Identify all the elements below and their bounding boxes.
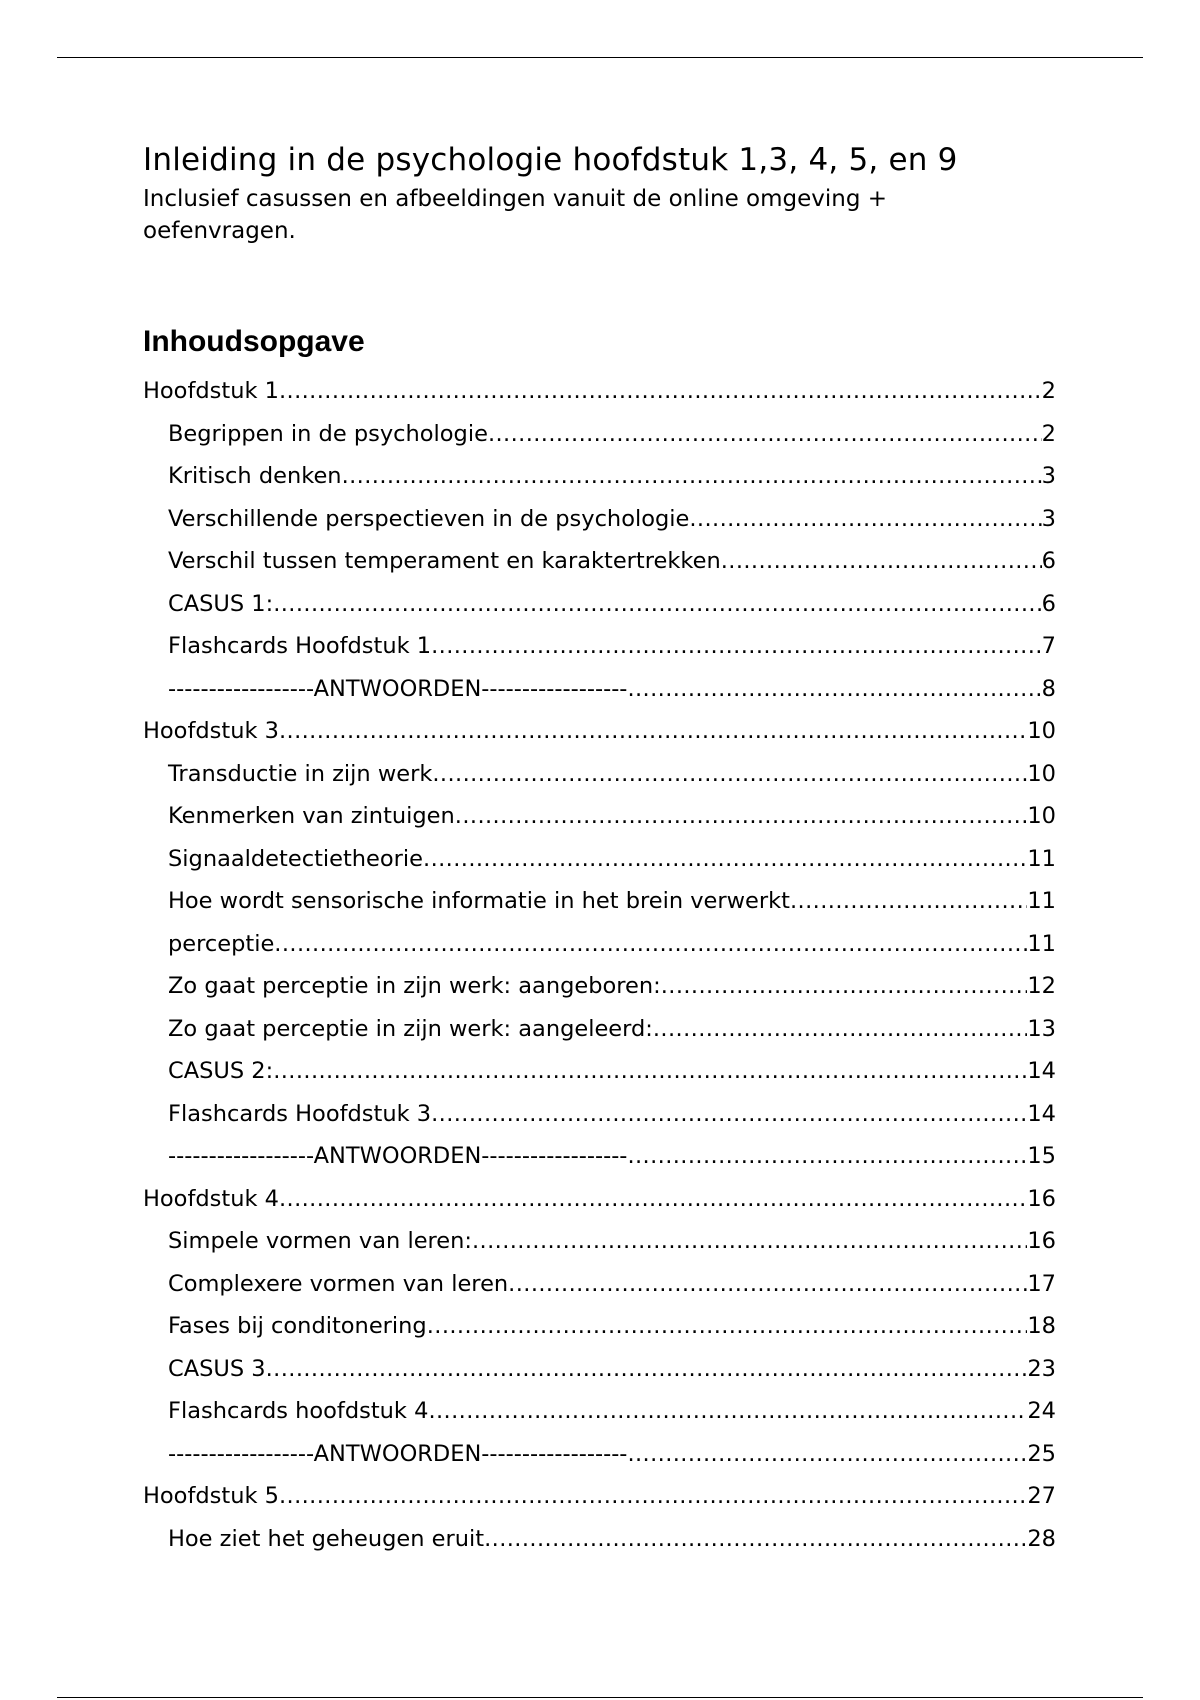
toc-page-number: 18 — [1027, 1313, 1056, 1340]
toc-section-entry[interactable] — [143, 1093, 1056, 1136]
toc-dot-leader — [279, 1483, 1027, 1509]
toc-dot-leader — [342, 463, 1042, 489]
toc-page-number: 7 — [1041, 633, 1056, 660]
toc-entry-label: Kritisch denken — [168, 463, 342, 490]
toc-dot-leader — [427, 1313, 1028, 1339]
toc-page-number: 8 — [1041, 675, 1056, 702]
toc-entry-label: Flashcards hoofdstuk 4 — [168, 1398, 429, 1425]
toc-page-number: 27 — [1027, 1483, 1056, 1510]
toc-section-entry[interactable] — [143, 1433, 1056, 1476]
toc-entry-label: Begrippen in de psychologie — [168, 420, 488, 447]
toc-entry-label: Hoofdstuk 4 — [143, 1185, 279, 1212]
toc-section-entry[interactable] — [143, 753, 1056, 796]
toc-page-number: 11 — [1027, 930, 1056, 957]
toc-entry-label: Hoofdstuk 3 — [143, 718, 279, 745]
toc-dot-leader — [279, 718, 1027, 744]
toc-entry-label: CASUS 2: — [168, 1058, 274, 1085]
toc-dot-leader — [653, 1016, 1027, 1042]
toc-dot-leader — [689, 506, 1041, 532]
toc-dot-leader — [508, 1271, 1027, 1297]
toc-section-entry[interactable] — [143, 838, 1056, 881]
toc-page-number: 24 — [1027, 1398, 1056, 1425]
toc-dot-leader — [484, 1526, 1027, 1552]
toc-page-number: 6 — [1041, 590, 1056, 617]
toc-entry-label: Verschillende perspectieven in de psychologie — [168, 505, 690, 532]
table-of-contents — [143, 370, 1056, 1560]
toc-dot-leader — [472, 1228, 1027, 1254]
toc-section-entry[interactable] — [143, 455, 1056, 498]
toc-section-entry[interactable] — [143, 1518, 1056, 1561]
toc-chapter-entry[interactable] — [143, 1475, 1056, 1518]
toc-dot-leader — [273, 1058, 1027, 1084]
toc-section-entry[interactable] — [143, 1305, 1056, 1348]
toc-entry-label: Fases bij conditonering — [168, 1313, 427, 1340]
toc-section-entry[interactable] — [143, 965, 1056, 1008]
toc-section-entry[interactable] — [143, 668, 1056, 711]
toc-chapter-entry[interactable] — [143, 1178, 1056, 1221]
toc-entry-label: CASUS 1: — [168, 590, 274, 617]
toc-dot-leader — [431, 1101, 1027, 1127]
toc-entry-label: ------------------ANTWOORDEN------------------ — [168, 1143, 628, 1170]
toc-page-number: 11 — [1027, 845, 1056, 872]
toc-page-number: 3 — [1041, 505, 1056, 532]
toc-dot-leader — [273, 591, 1041, 617]
document-title: Inleiding in de psychologie hoofdstuk 1,3, 4, 5, en 9 — [143, 142, 958, 178]
toc-dot-leader — [790, 888, 1027, 914]
toc-section-entry[interactable] — [143, 1390, 1056, 1433]
toc-entry-label: Zo gaat perceptie in zijn werk: aangeboren: — [168, 973, 661, 1000]
toc-dot-leader — [661, 973, 1028, 999]
toc-section-entry[interactable] — [143, 1220, 1056, 1263]
toc-page-number: 14 — [1027, 1058, 1056, 1085]
toc-page-number: 17 — [1027, 1270, 1056, 1297]
toc-heading: Inhoudsopgave — [143, 325, 365, 358]
toc-dot-leader — [432, 761, 1027, 787]
toc-entry-label: Verschil tussen temperament en karaktertrekken — [168, 548, 721, 575]
toc-entry-label: Zo gaat perceptie in zijn werk: aangeleerd: — [168, 1015, 653, 1042]
toc-entry-label: Hoe ziet het geheugen eruit — [168, 1525, 485, 1552]
header-rule — [57, 57, 1143, 58]
toc-dot-leader — [627, 1143, 1027, 1169]
toc-page-number: 10 — [1027, 718, 1056, 745]
toc-entry-label: Complexere vormen van leren — [168, 1270, 509, 1297]
footer-rule — [57, 1697, 1143, 1698]
toc-entry-label: Hoe wordt sensorische informatie in het brein verwerkt — [168, 888, 790, 915]
toc-dot-leader — [488, 421, 1042, 447]
toc-entry-label: Signaaldetectietheorie — [168, 845, 424, 872]
toc-section-entry[interactable] — [143, 625, 1056, 668]
toc-section-entry[interactable] — [143, 540, 1056, 583]
toc-dot-leader — [431, 633, 1042, 659]
toc-page-number: 16 — [1027, 1185, 1056, 1212]
toc-page-number: 28 — [1027, 1525, 1056, 1552]
toc-entry-label: CASUS 3 — [168, 1355, 266, 1382]
toc-dot-leader — [455, 803, 1028, 829]
toc-page-number: 2 — [1041, 420, 1056, 447]
toc-dot-leader — [428, 1398, 1027, 1424]
toc-entry-label: Simpele vormen van leren: — [168, 1228, 472, 1255]
toc-dot-leader — [279, 1186, 1027, 1212]
toc-entry-label: Hoofdstuk 5 — [143, 1483, 279, 1510]
toc-section-entry[interactable] — [143, 1008, 1056, 1051]
toc-page-number: 16 — [1027, 1228, 1056, 1255]
toc-section-entry[interactable] — [143, 583, 1056, 626]
toc-dot-leader — [266, 1356, 1028, 1382]
toc-section-entry[interactable] — [143, 1263, 1056, 1306]
toc-entry-label: Transductie in zijn werk — [168, 760, 433, 787]
toc-dot-leader — [274, 931, 1027, 957]
toc-section-entry[interactable] — [143, 413, 1056, 456]
toc-entry-label: perceptie — [168, 930, 275, 957]
toc-dot-leader — [721, 548, 1042, 574]
toc-entry-label: Flashcards Hoofdstuk 3 — [168, 1100, 432, 1127]
toc-page-number: 12 — [1027, 973, 1056, 1000]
toc-entry-label: Hoofdstuk 1 — [143, 378, 279, 405]
toc-dot-leader — [279, 378, 1042, 404]
toc-entry-label: Flashcards Hoofdstuk 1 — [168, 633, 432, 660]
toc-section-entry[interactable] — [143, 1050, 1056, 1093]
toc-section-entry[interactable] — [143, 1348, 1056, 1391]
toc-dot-leader — [627, 1441, 1027, 1467]
toc-page-number: 6 — [1041, 548, 1056, 575]
toc-entry-label: ------------------ANTWOORDEN------------------ — [168, 675, 628, 702]
toc-page-number: 10 — [1027, 760, 1056, 787]
toc-dot-leader — [627, 676, 1041, 702]
toc-entry-label: Kenmerken van zintuigen — [168, 803, 455, 830]
toc-page-number: 13 — [1027, 1015, 1056, 1042]
toc-chapter-entry[interactable] — [143, 370, 1056, 413]
toc-page-number: 25 — [1027, 1440, 1056, 1467]
toc-section-entry[interactable] — [143, 880, 1056, 923]
toc-page-number: 14 — [1027, 1100, 1056, 1127]
document-subtitle: Inclusief casussen en afbeeldingen vanuit de online omgeving + oefenvragen. — [143, 186, 888, 244]
toc-page-number: 23 — [1027, 1355, 1056, 1382]
toc-section-entry[interactable] — [143, 1135, 1056, 1178]
toc-page-number: 3 — [1041, 463, 1056, 490]
toc-dot-leader — [423, 846, 1027, 872]
toc-entry-label: ------------------ANTWOORDEN------------------ — [168, 1440, 628, 1467]
toc-chapter-entry[interactable] — [143, 710, 1056, 753]
toc-section-entry[interactable] — [143, 923, 1056, 966]
toc-section-entry[interactable] — [143, 795, 1056, 838]
toc-page-number: 10 — [1027, 803, 1056, 830]
toc-page-number: 15 — [1027, 1143, 1056, 1170]
toc-page-number: 11 — [1027, 888, 1056, 915]
toc-section-entry[interactable] — [143, 498, 1056, 541]
toc-page-number: 2 — [1041, 378, 1056, 405]
